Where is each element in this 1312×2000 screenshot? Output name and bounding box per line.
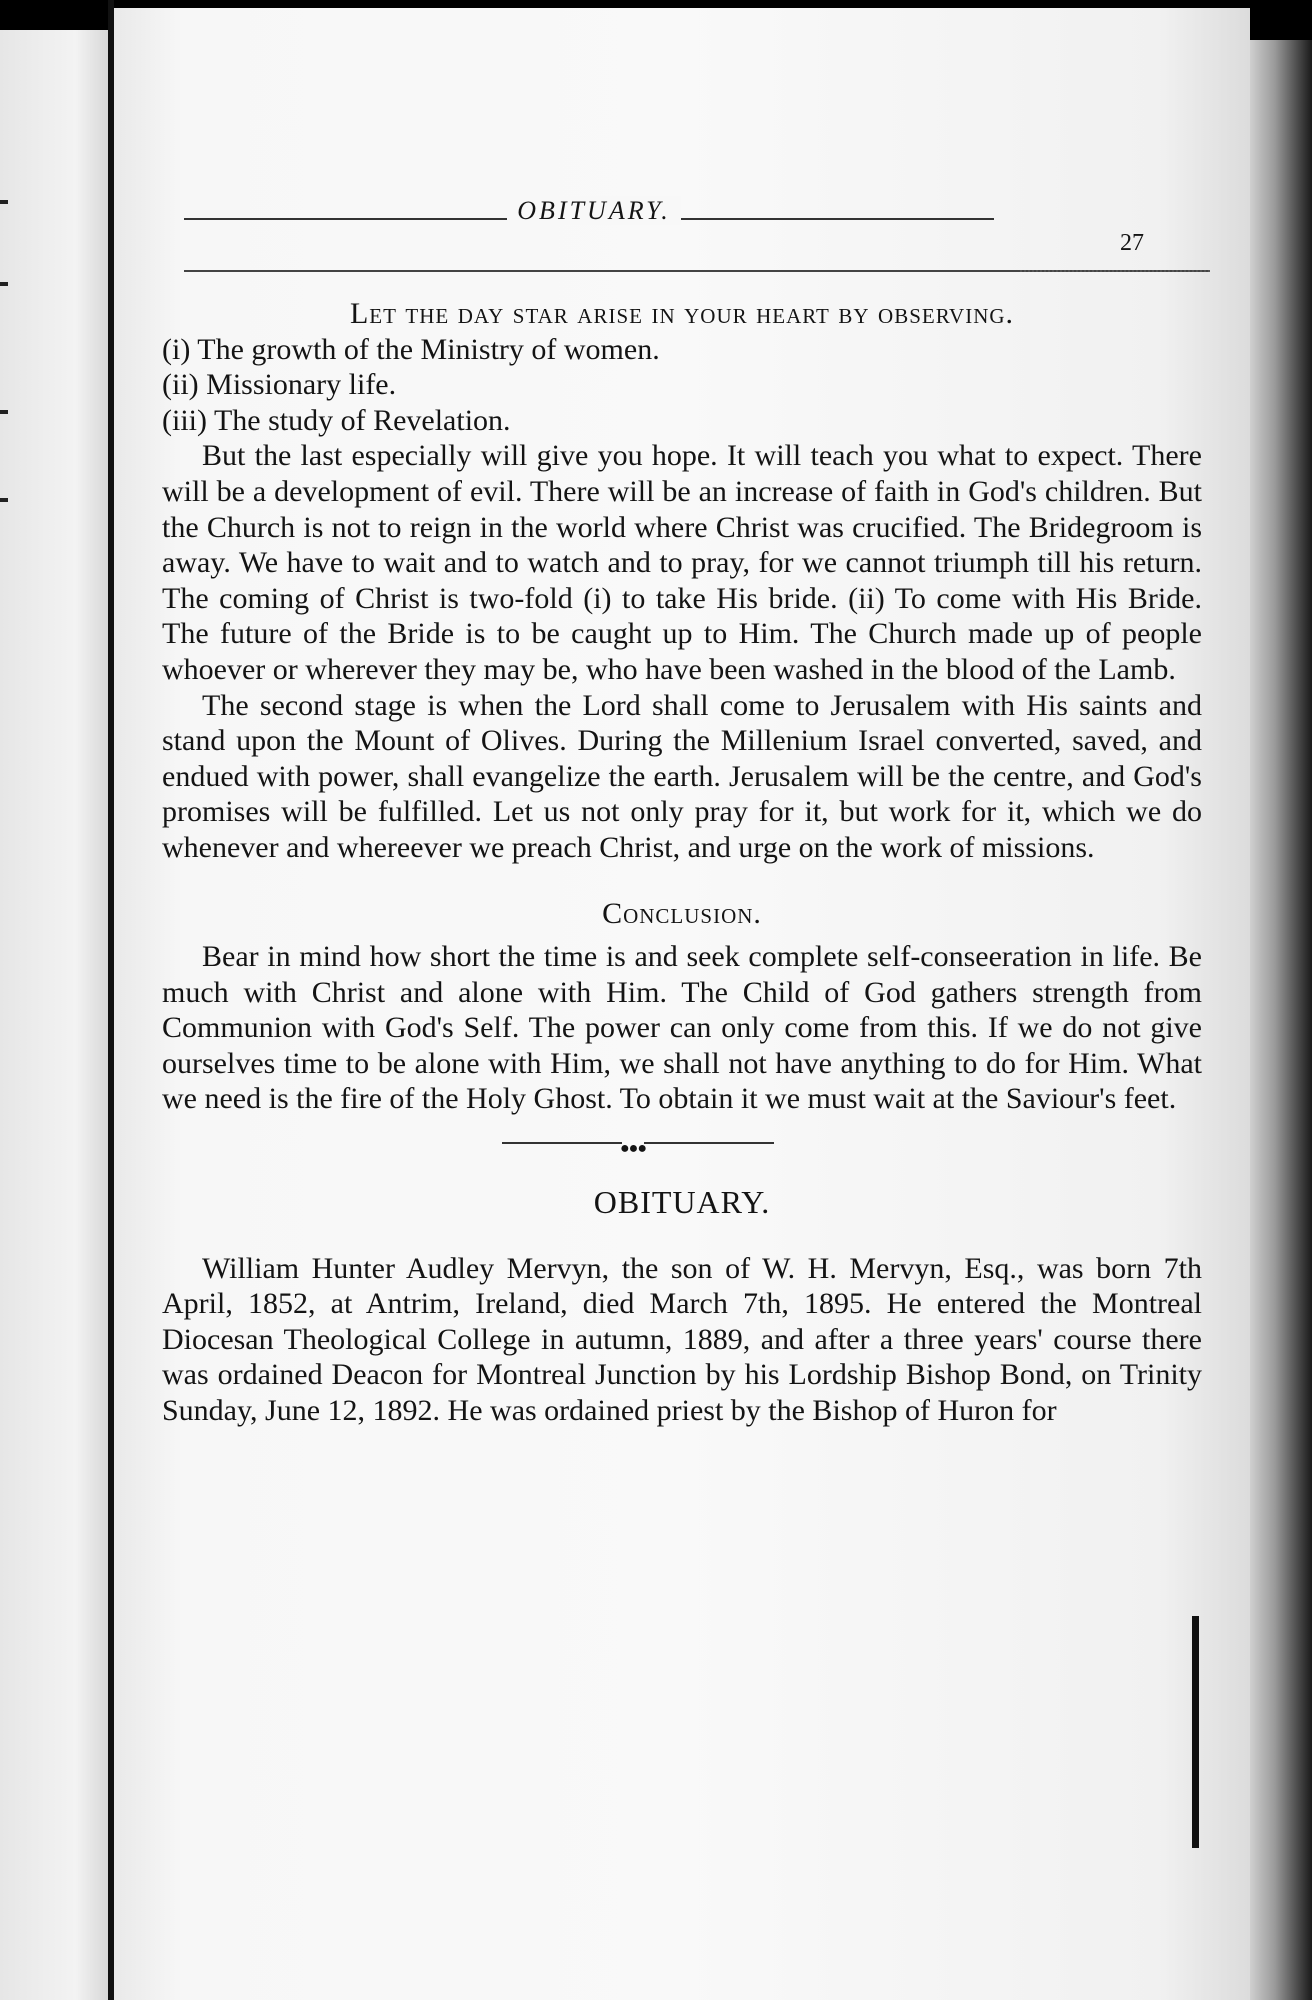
- facing-page-mark: [0, 282, 8, 286]
- facing-page-mark: [0, 410, 8, 414]
- ornament-line: [502, 1142, 622, 1144]
- ornament-line: [644, 1142, 774, 1144]
- obituary-paragraph: William Hunter Audley Mervyn, the son of W. H. Mervyn, Esq., was born 7th April, 1852, at Antrim, Ireland, died March 7th, 1895. He entered the Montreal Diocesan Theological College in autumn, 1889, and after a three years' course there was ordained Deacon for Montreal Junction by his Lordship Bishop Bond, on Trinity Sunday, June 12, 1892. He was ordained priest by the Bishop of Huron for: [162, 1251, 1202, 1428]
- section-ornament: [162, 1131, 1202, 1158]
- conclusion-heading: Conclusion.: [602, 896, 762, 930]
- margin-bar-mark: [1192, 1616, 1199, 1848]
- facing-page-edge: [0, 30, 108, 2000]
- observance-item: (iii) The study of Revelation.: [162, 403, 511, 437]
- book-page: [114, 8, 1250, 2000]
- spacer: [162, 866, 1202, 896]
- section-heading-day-star: Let the day star arise in your heart by observing.: [349, 297, 1015, 330]
- paragraph-hope: But the last especially will give you hope. It will teach you what to expect. There will be a development of evil. There will be an increase of faith in God's children. But the Church is not to reign in the world where Christ was crucified. The Bridegroom is away. We have to wait and to watch and to pray, for we cannot triumph till his return. The coming of Christ is two-fold (i) to take His bride. (ii) To come with His Bride. The future of the Bride is to be caught up to Him. The Church made up of people whoever or wherever they may be, who have been washed in the blood of the Lamb.: [162, 439, 1202, 686]
- paragraph-second-stage: The second stage is when the Lord shall come to Jerusalem with His saints and stand upon the Mount of Olives. During the Millenium Israel converted, saved, and endued with power, shall evangelize the earth. Jerusalem will be the centre, and God's promises will be fulfilled. Let us not only pray for it, but work for it, which we do whenever and whereever we preach Christ, and urge on the work of missions.: [162, 688, 1202, 864]
- observance-item: (ii) Missionary life.: [162, 368, 397, 402]
- spacer: [162, 1221, 1202, 1251]
- observance-item: (i) The growth of the Ministry of women.: [162, 332, 660, 366]
- conclusion-paragraph: Bear in mind how short the time is and seek complete self-conseeration in life. Be much with Christ and alone with Him. The Child of God gathers strength from Communion with God's Self. The power can only come from this. If we do not give ourselves time to be alone with Him, we shall not have anything to do for Him. What we need is the fire of the Holy Ghost. To obtain it we must wait at the Saviour's feet.: [162, 940, 1202, 1116]
- obituary-heading: OBITUARY.: [593, 1184, 771, 1221]
- facing-page-mark: [0, 498, 8, 502]
- running-head-title: OBITUARY.: [507, 196, 680, 225]
- facing-page-mark: [0, 200, 8, 204]
- ornament-dots: ●●●: [620, 1140, 646, 1158]
- running-head: [184, 198, 1184, 238]
- page-content: [162, 270, 1202, 1429]
- page-number: 27: [1120, 230, 1144, 256]
- spacer: [162, 931, 1202, 939]
- spacer: [162, 270, 1202, 296]
- running-head-title-wrap: [184, 196, 1004, 226]
- page-stack-edge: [1250, 40, 1312, 2000]
